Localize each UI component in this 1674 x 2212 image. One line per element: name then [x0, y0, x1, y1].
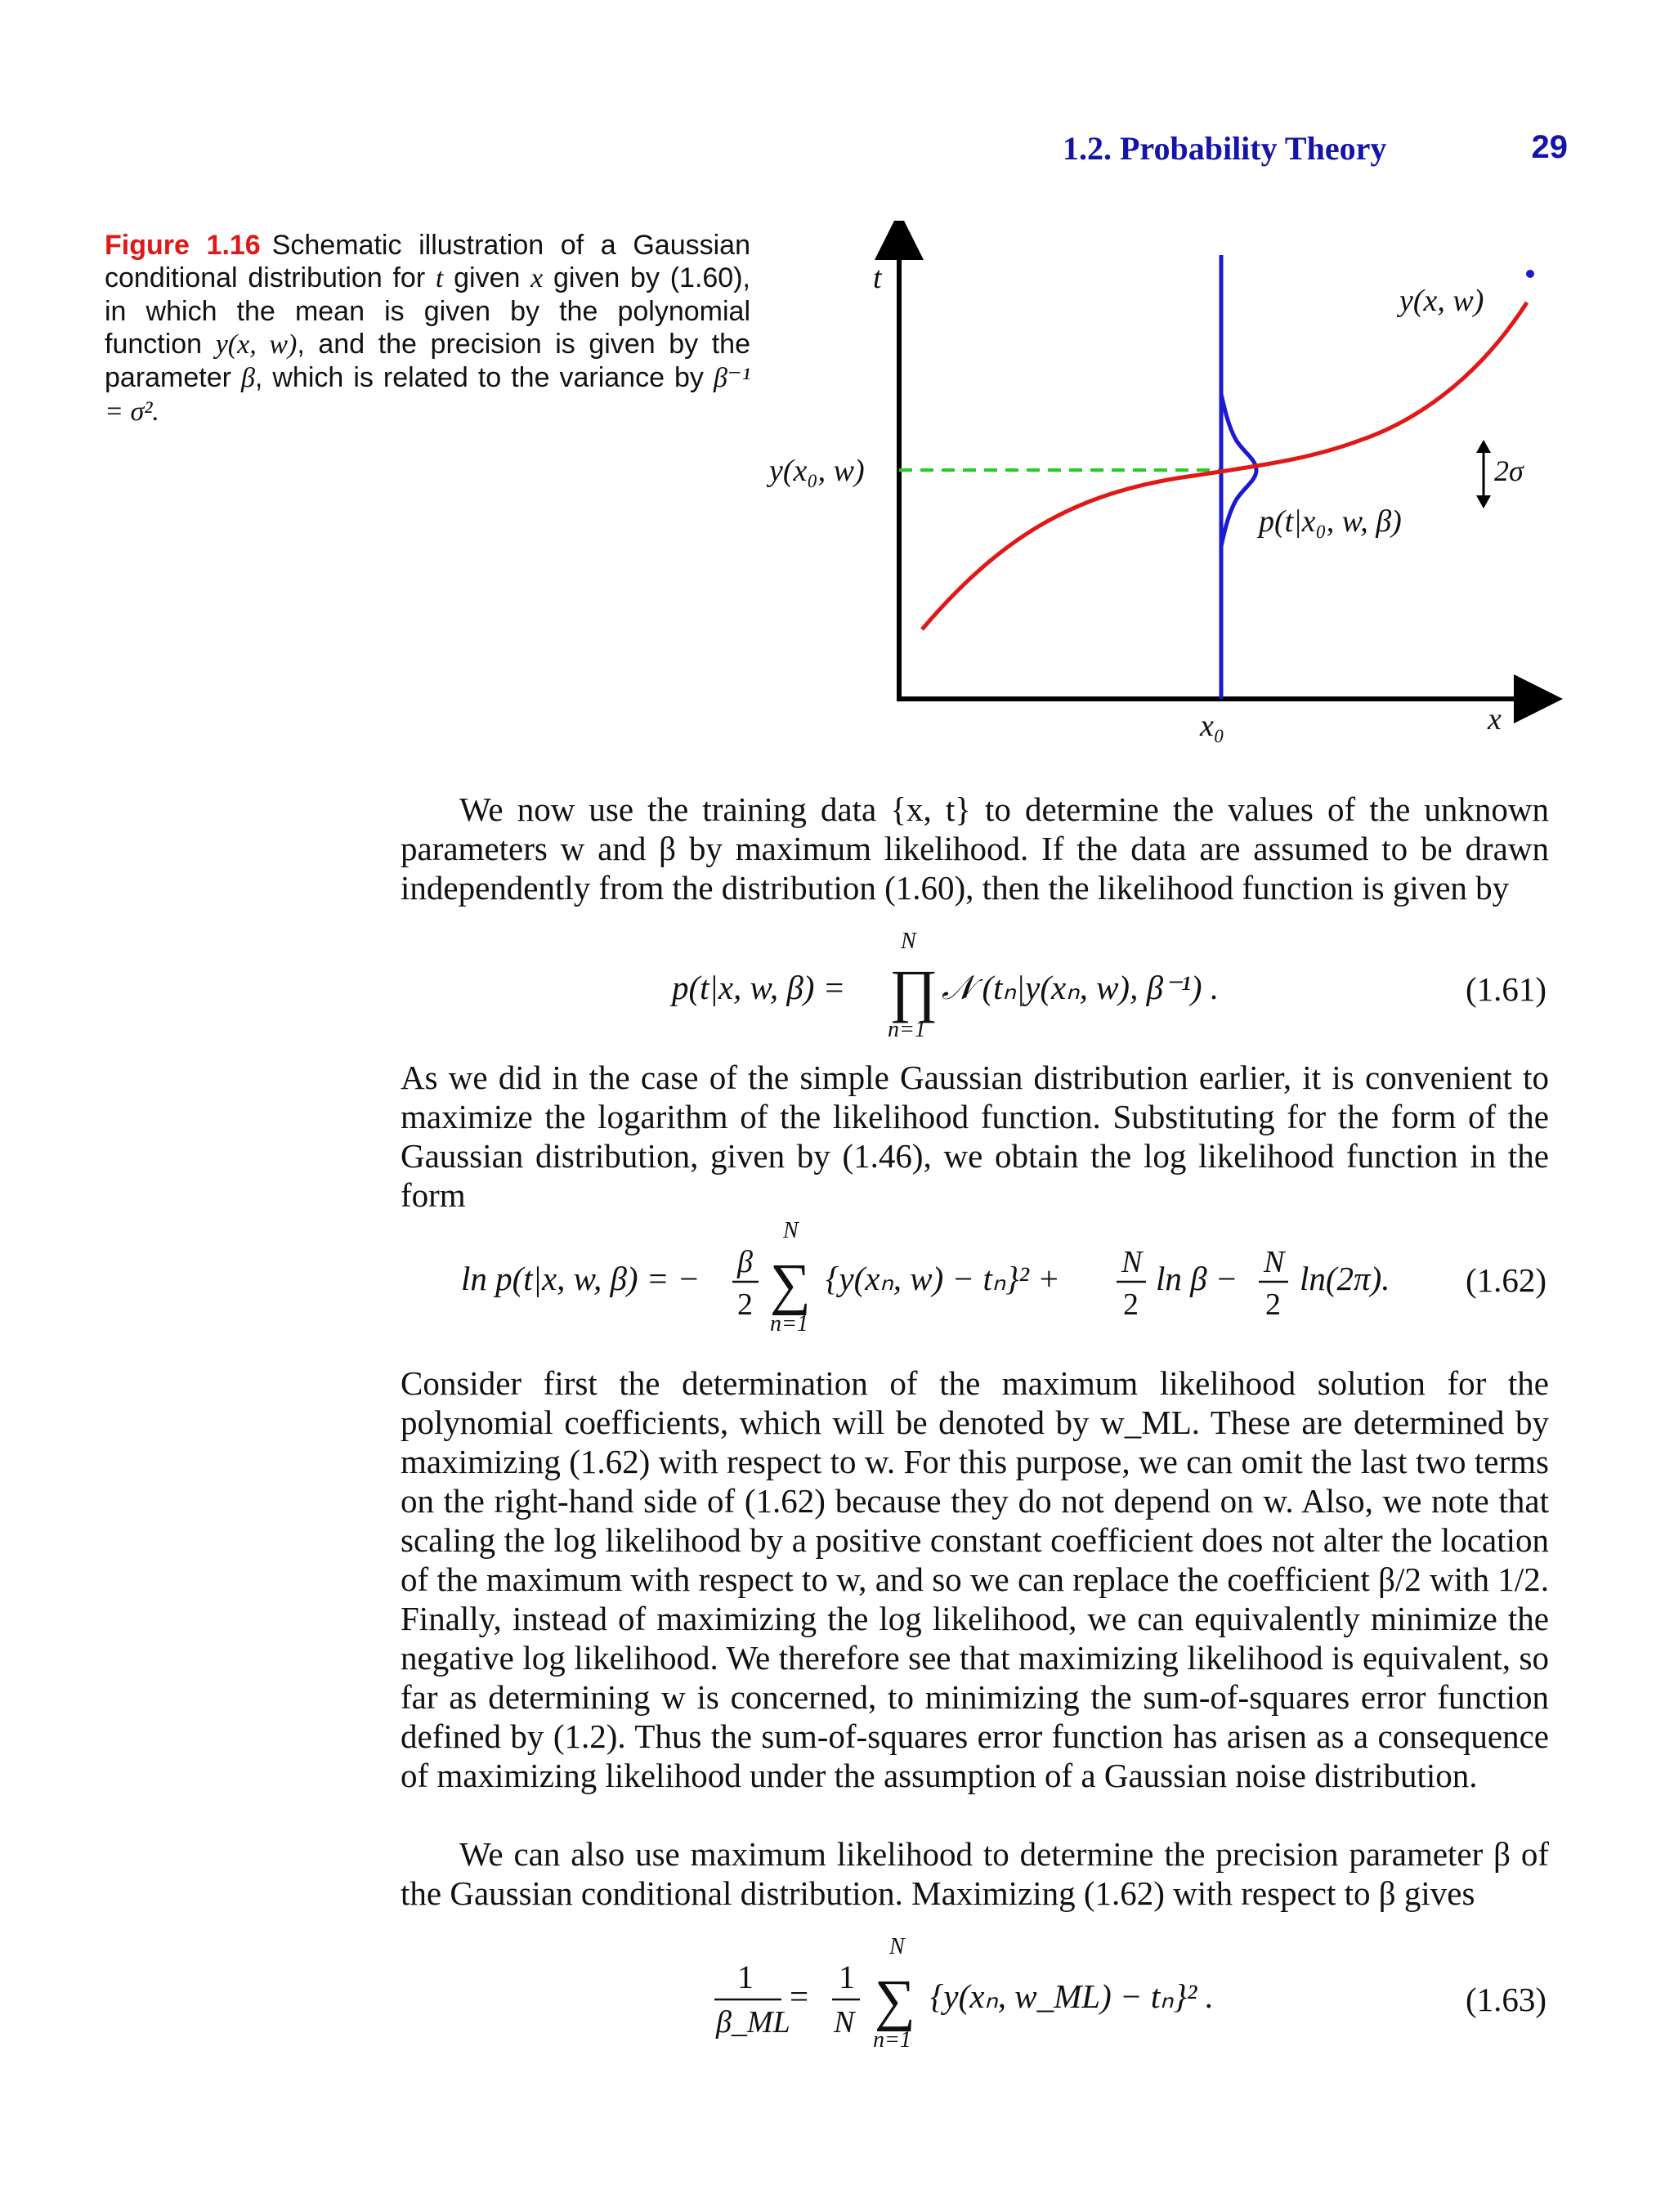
eq162-sum-upper: N [783, 1218, 799, 1243]
figure-caption [105, 229, 750, 428]
curve-label: y(x, w) [1399, 284, 1484, 318]
eq162-frac1-num: β [737, 1245, 753, 1279]
eq163-sum-upper: N [889, 1934, 905, 1959]
polynomial-curve [922, 302, 1527, 629]
marker-dot [1526, 270, 1534, 278]
eq162-number: (1.62) [1465, 1261, 1546, 1299]
paragraph-1-text: We now use the training data {x, t} to determine the values of the unknown parameters w and β by maximum likelihood. If the data are assumed to be drawn independently from the distribution (1.60), then the likelihood function is given by [401, 790, 1549, 907]
eq163-frac-den: N [834, 2005, 855, 2040]
eq162-frac1-den: 2 [737, 1287, 753, 1322]
eq162-sum-lower: n=1 [770, 1311, 808, 1337]
paragraph-precision [401, 1834, 1549, 1913]
eq162-ln-2pi: ln(2π). [1300, 1260, 1390, 1297]
eq162-ln-beta: ln β − [1156, 1260, 1238, 1297]
spread-label: 2σ [1494, 454, 1524, 487]
paragraph-training-data [401, 790, 1549, 907]
eq163-number: (1.63) [1465, 1981, 1546, 2018]
paragraph-log-likelihood [401, 1058, 1549, 1215]
eq161-lhs: p(t|x, w, β) = [672, 969, 846, 1006]
caption-math-beta: β [240, 363, 255, 393]
caption-text-2: given [443, 262, 531, 293]
eq163-lhs-num: 1 [737, 1959, 754, 1995]
paragraph-4-text: We can also use maximum likelihood to determine the precision parameter β of the Gaussian conditional distribution. Maximizing (1.62) with respect to β gives [401, 1835, 1549, 1912]
eq163-sum-symbol: ∑ [875, 1969, 915, 2032]
paragraph-ml-solution [401, 1363, 1549, 1795]
caption-text-3: given by (1.60), in which the mean is given by the polynomial function [105, 262, 750, 360]
eq163-equals: = [790, 1977, 809, 2015]
eq162-frac2-num: N [1121, 1245, 1143, 1279]
eq163-sum-lower: n=1 [873, 2027, 911, 2053]
eq161-rhs: 𝒩 (tₙ|y(xₙ, w), β⁻¹) . [942, 969, 1220, 1006]
y-axis-label: t [873, 261, 882, 295]
x0-label: x₀ [1200, 709, 1225, 743]
mean-label: y(x₀, w) [769, 454, 865, 488]
eq161-number: (1.61) [1465, 970, 1546, 1008]
eq162-term: {y(xₙ, w) − tₙ}² + [826, 1260, 1060, 1297]
eq162-sum-symbol: ∑ [770, 1253, 811, 1316]
spread-arrow-down [1476, 495, 1491, 508]
eq163-term: {y(xₙ, w_ML) − tₙ}² . [930, 1977, 1214, 2015]
eq161-prod-lower: n=1 [888, 1017, 926, 1042]
eq161-prod-upper: N [901, 929, 916, 954]
running-header-title: 1.2. Probability Theory [1063, 130, 1387, 167]
caption-math-variance: β⁻¹ = σ². [105, 363, 751, 427]
paragraph-2-text: As we did in the case of the simple Gaussian distribution earlier, it is convenient to maximize the logarithm of the likelihood function. Substituting for the form of the Gaussian distribution, given by (1.46), we obtain the log likelihood function in the form [401, 1059, 1549, 1214]
spread-arrow-up [1476, 440, 1491, 453]
eq163-lhs-den: β_ML [716, 2005, 790, 2040]
caption-math-t: t [435, 263, 444, 293]
paragraph-3-text: Consider first the determination of the maximum likelihood solution for the polynomial coefficients, which will be denoted by w_ML. These are determined by maximizing (1.62) with respect to w. For this purpose, we can omit the last two terms on the right-hand side of (1.62) because they do not depend on w. Also, we note that scaling the log likelihood by a positive constant coefficient does not alter the location of the maximum with respect to w, and so we can replace the coefficient β/2 with 1/2. Finally, instead of maximizing the log likelihood, we can equivalently minimize the negative log likelihood. We therefore see that maximizing likelihood is equivalent, so far as determining w is concerned, to minimizing the sum-of-squares error function defined by (1.2). Thus the sum-of-squares error function has arisen as a consequence of maximizing likelihood under the assumption of a Gaussian noise distribution. [401, 1364, 1549, 1794]
page-number: 29 [1531, 129, 1568, 165]
gaussian-conditional-figure [736, 221, 1569, 752]
caption-text-5: , which is related to the variance by [254, 362, 714, 393]
caption-math-x: x [530, 263, 544, 293]
eq163-frac-num: 1 [839, 1959, 855, 1995]
equation-1-62 [0, 1218, 1674, 1381]
caption-math-y: y(x, w) [215, 329, 298, 360]
equation-1-63 [0, 1929, 1674, 2093]
caption-text-1: Schematic illustration of a Gaussian conditional distribution for [105, 230, 750, 293]
eq162-frac3-num: N [1264, 1245, 1285, 1279]
figure-label: Figure 1.16 [105, 230, 261, 261]
eq161-prod-symbol: ∏ [889, 958, 938, 1023]
caption-text-4: , and the precision is given by the parameter [105, 329, 751, 393]
eq162-frac3-den: 2 [1265, 1287, 1281, 1322]
x-axis-label: x [1488, 702, 1502, 737]
eq162-frac2-den: 2 [1123, 1287, 1139, 1322]
eq162-lhs: ln p(t|x, w, β) = − [461, 1260, 700, 1297]
conditional-label: p(t|x₀, w, β) [1259, 504, 1402, 539]
